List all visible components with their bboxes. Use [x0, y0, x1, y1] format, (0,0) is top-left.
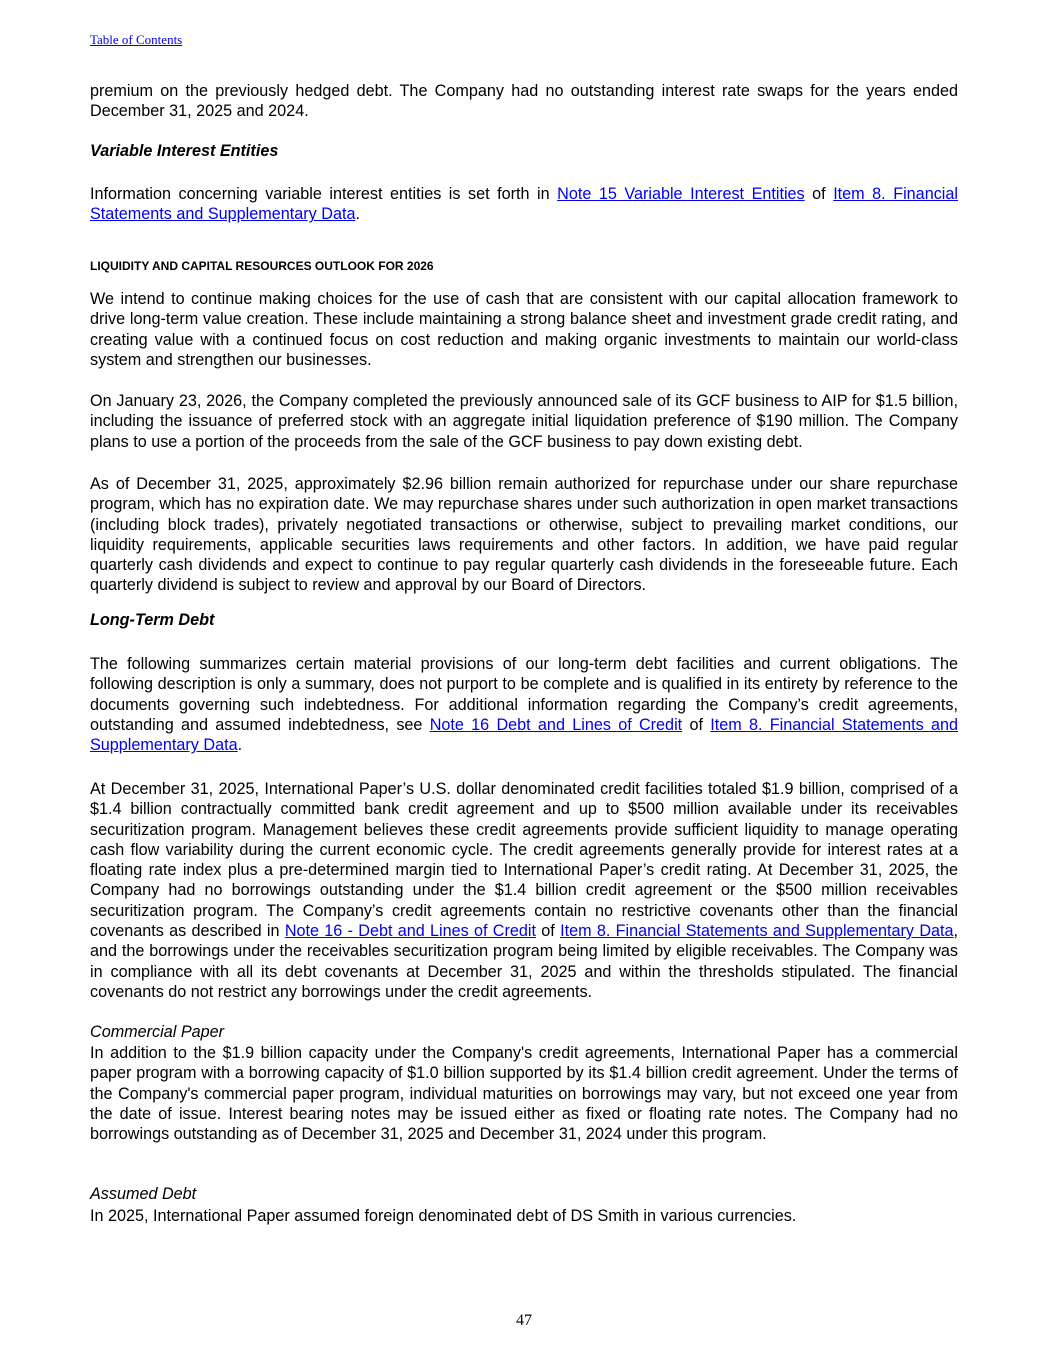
liquidity-paragraph-1: We intend to continue making choices for the use of cash that are consistent with our capital allocation framework to drive long-term value creation. These include maintaining a strong balance sheet and investment grade credit rating, and creating value with a continued focus on cost reduction and making organic investments to maintain our world-class system and strengthen our businesses.	[90, 290, 958, 369]
commercial-paper-paragraph: In addition to the $1.9 billion capacity under the Company's credit agreements, International Paper has a commercial paper program with a borrowing capacity of $1.0 billion supported by its $1.4 billion credit agreement. Under the terms of the Company's commercial paper program, individual maturities on borrowings may vary, but not exceed one year from the date of issue. Interest bearing notes may be issued either as fixed or floating rate notes. The Company had no borrowings outstanding as of December 31, 2025 and December 31, 2024 under this program.	[90, 1044, 958, 1144]
commercial-paper-heading: Commercial Paper	[90, 1023, 225, 1041]
ltd-paragraph-2	[90, 779, 958, 1002]
ltd-paragraph-1	[90, 654, 958, 755]
vie-text-of: of	[804, 185, 834, 203]
item-8-link[interactable]: Item 8. Financial Statements and Supplementary Data	[560, 922, 954, 941]
vie-paragraph	[90, 184, 958, 225]
note-15-link[interactable]: Note 15 Variable Interest Entities	[557, 185, 805, 203]
intro-paragraph: premium on the previously hedged debt. The Company had no outstanding interest rate swaps for the years ended December 31, 2025 and 2024.	[90, 82, 958, 121]
page-number: 47	[516, 1312, 532, 1329]
vie-text: Information concerning variable interest entities is set forth in	[90, 185, 558, 203]
ltd-text-end: , and the borrowings under the receivables securitization program being limited by eligible receivables. The Company was in compliance with all its debt covenants at December 31, 2025 and within the thresholds stipulated. The financial covenants do not restrict any borrowings under the credit agreements.	[90, 922, 959, 1001]
ltd-text: At December 31, 2025, International Paper’s U.S. dollar denominated credit facilities totaled $1.9 billion, comprised of a $1.4 billion contractually committed bank credit agreement and up to $500 million available under its receivables securitization program. Management believes these credit agreements provide sufficient liquidity to manage operating cash flow variability during the current economic cycle. The credit agreements generally provide for interest rates at a floating rate index plus a pre-determined margin tied to International Paper’s credit rating. At December 31, 2025, the Company had no borrowings outstanding under the $1.4 billion credit agreement or the $500 million receivables securitization program. The Company’s credit agreements contain no restrictive covenants other than the financial covenants as described in	[90, 780, 958, 941]
assumed-debt-heading: Assumed Debt	[90, 1185, 197, 1203]
liquidity-paragraph-3: As of December 31, 2025, approximately $2.96 billion remain authorized for repurchase under our share repurchase program, which has no expiration date. We may repurchase shares under such authorization in open market transactions (including block trades), privately negotiated transactions or otherwise, subject to prevailing market conditions, our liquidity requirements, applicable securities laws requirements and other factors. In addition, we have paid regular quarterly cash dividends and expect to continue to pay regular quarterly cash dividends in the foreseeable future. Each quarterly dividend is subject to review and approval by our Board of Directors.	[90, 475, 958, 595]
long-term-debt-heading: Long-Term Debt	[90, 611, 215, 629]
note-16-debt-link[interactable]: Note 16 - Debt and Lines of Credit	[284, 922, 536, 941]
liquidity-heading: LIQUIDITY AND CAPITAL RESOURCES OUTLOOK FOR 2026	[90, 259, 434, 273]
table-of-contents-link[interactable]: Table of Contents	[90, 32, 183, 47]
item-8-link[interactable]: Item 8. Financial Statements and Supplementary Data	[90, 185, 958, 224]
ltd-text-of: of	[682, 715, 711, 734]
vie-heading: Variable Interest Entities	[90, 142, 279, 160]
assumed-debt-paragraph: In 2025, International Paper assumed foreign denominated debt of DS Smith in various currencies.	[90, 1207, 797, 1225]
ltd-text: The following summarizes certain material provisions of our long-term debt facilities and current obligations. The following description is only a summary, does not purport to be complete and is qualified in its entirety by reference to the documents governing such indebtedness. For additional information regarding the Company’s credit agreements, outstanding and assumed indebtedness, see	[90, 655, 958, 734]
ltd-text-end: .	[237, 736, 243, 755]
item-8-link[interactable]: Item 8. Financial Statements and Supplementary Data	[90, 715, 959, 755]
ltd-text-of: of	[536, 922, 561, 941]
liquidity-paragraph-2: On January 23, 2026, the Company completed the previously announced sale of its GCF business to AIP for $1.5 billion, including the issuance of preferred stock with an aggregate initial liquidation preference of $190 million. The Company plans to use a portion of the proceeds from the sale of the GCF business to pay down existing debt.	[90, 392, 958, 451]
note-16-link[interactable]: Note 16 Debt and Lines of Credit	[429, 715, 683, 734]
vie-text-end: .	[355, 205, 360, 224]
